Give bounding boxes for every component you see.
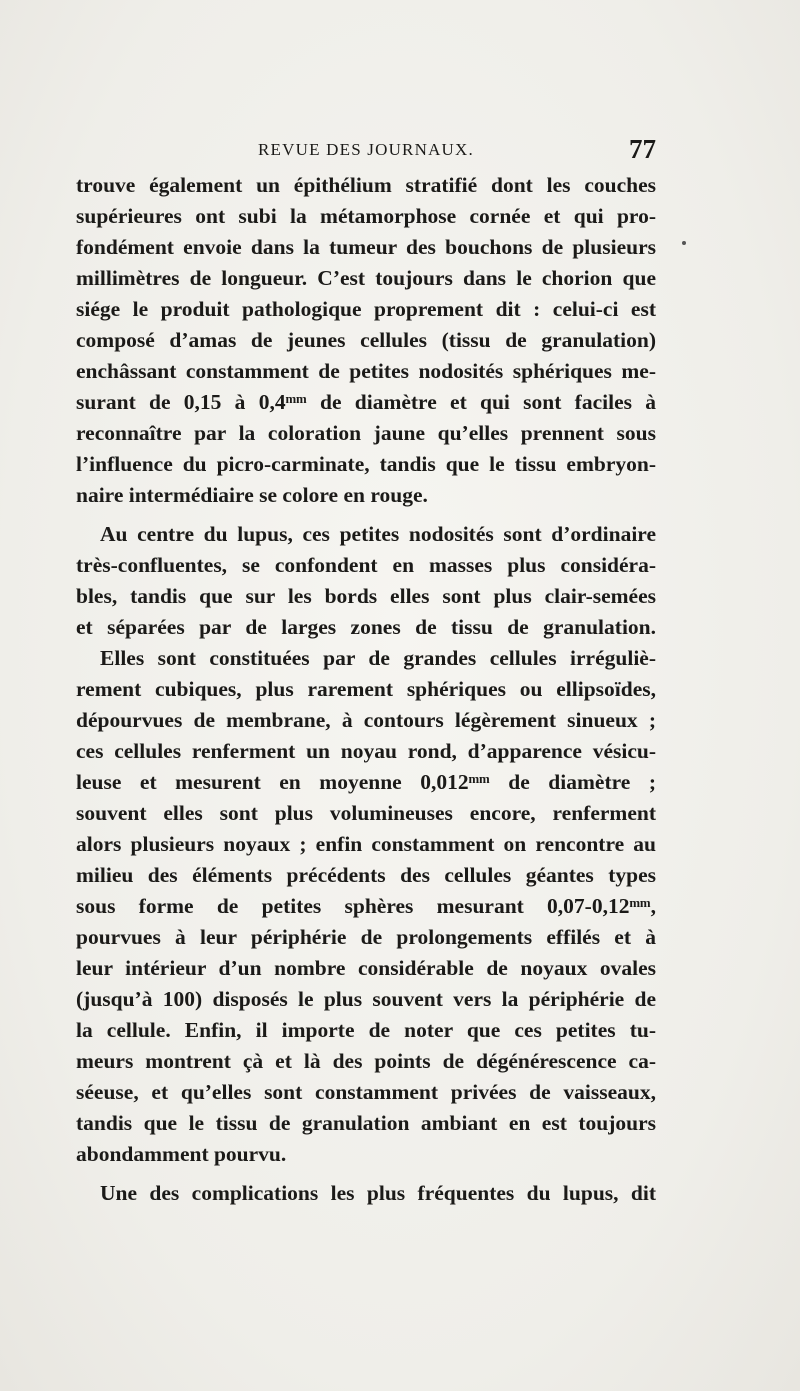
text-line: ces cellules renferment un noyau rond, d’apparence vésicu- xyxy=(76,739,656,763)
paragraph xyxy=(76,1178,656,1209)
body-text xyxy=(76,170,656,1209)
text-line: souvent elles sont plus volumineuses encore, renferment xyxy=(76,801,656,825)
text-line: meurs montrent çà et là des points de dégénérescence ca- xyxy=(76,1049,656,1073)
text-line: très-confluentes, se confondent en masses plus considéra- xyxy=(76,553,656,577)
page-header xyxy=(76,136,656,166)
running-head: REVUE DES JOURNAUX. xyxy=(258,140,474,159)
text-line: leuse et mesurent en moyenne 0,012ᵐᵐ de diamètre ; xyxy=(76,770,656,794)
text-line: (jusqu’à 100) disposés le plus souvent vers la périphérie de xyxy=(76,987,656,1011)
text-line: tandis que le tissu de granulation ambiant en est toujours xyxy=(76,1111,656,1135)
text-line: reconnaître par la coloration jaune qu’elles prennent sous xyxy=(76,421,656,445)
paragraph xyxy=(76,643,656,1170)
text-line: fondément envoie dans la tumeur des bouchons de plusieurs xyxy=(76,235,656,259)
text-line: dépourvues de membrane, à contours légèrement sinueux ; xyxy=(76,708,656,732)
text-line: Elles sont constituées par de grandes cellules irréguliè- xyxy=(100,646,656,670)
text-line: composé d’amas de jeunes cellules (tissu de granulation) xyxy=(76,328,656,352)
text-line: milieu des éléments précédents des cellules géantes types xyxy=(76,863,656,887)
paragraph xyxy=(76,170,656,511)
paragraph xyxy=(76,519,656,643)
text-line: surant de 0,15 à 0,4ᵐᵐ de diamètre et qui sont faciles à xyxy=(76,390,656,414)
text-line: rement cubiques, plus rarement sphériques ou ellipsoïdes, xyxy=(76,677,656,701)
text-line: et séparées par de larges zones de tissu de granulation. xyxy=(76,615,656,639)
text-line: trouve également un épithélium stratifié dont les couches xyxy=(76,173,656,197)
text-line: séeuse, et qu’elles sont constamment privées de vaisseaux, xyxy=(76,1080,656,1104)
text-line: abondamment pourvu. xyxy=(76,1142,287,1166)
text-line: la cellule. Enfin, il importe de noter que ces petites tu- xyxy=(76,1018,656,1042)
text-line: l’influence du picro-carminate, tandis que le tissu embryon- xyxy=(76,452,656,476)
text-line: leur intérieur d’un nombre considérable de noyaux ovales xyxy=(76,956,656,980)
text-line: alors plusieurs noyaux ; enfin constamment on rencontre au xyxy=(76,832,656,856)
text-line: enchâssant constamment de petites nodosités sphériques me- xyxy=(76,359,656,383)
text-line: pourvues à leur périphérie de prolongements effilés et à xyxy=(76,925,656,949)
text-line: siége le produit pathologique proprement dit : celui-ci est xyxy=(76,297,656,321)
text-line: bles, tandis que sur les bords elles sont plus clair-semées xyxy=(76,584,656,608)
page-number: 77 xyxy=(629,134,656,164)
text-line: Une des complications les plus fréquentes du lupus, dit xyxy=(100,1181,656,1205)
text-line: Au centre du lupus, ces petites nodosités sont d’ordinaire xyxy=(100,522,656,546)
text-line: millimètres de longueur. C’est toujours dans le chorion que xyxy=(76,266,656,290)
text-line: sous forme de petites sphères mesurant 0,07-0,12ᵐᵐ, xyxy=(76,894,656,918)
text-line: supérieures ont subi la métamorphose cornée et qui pro- xyxy=(76,204,656,228)
margin-mark xyxy=(682,241,686,245)
text-line: naire intermédiaire se colore en rouge. xyxy=(76,483,428,507)
